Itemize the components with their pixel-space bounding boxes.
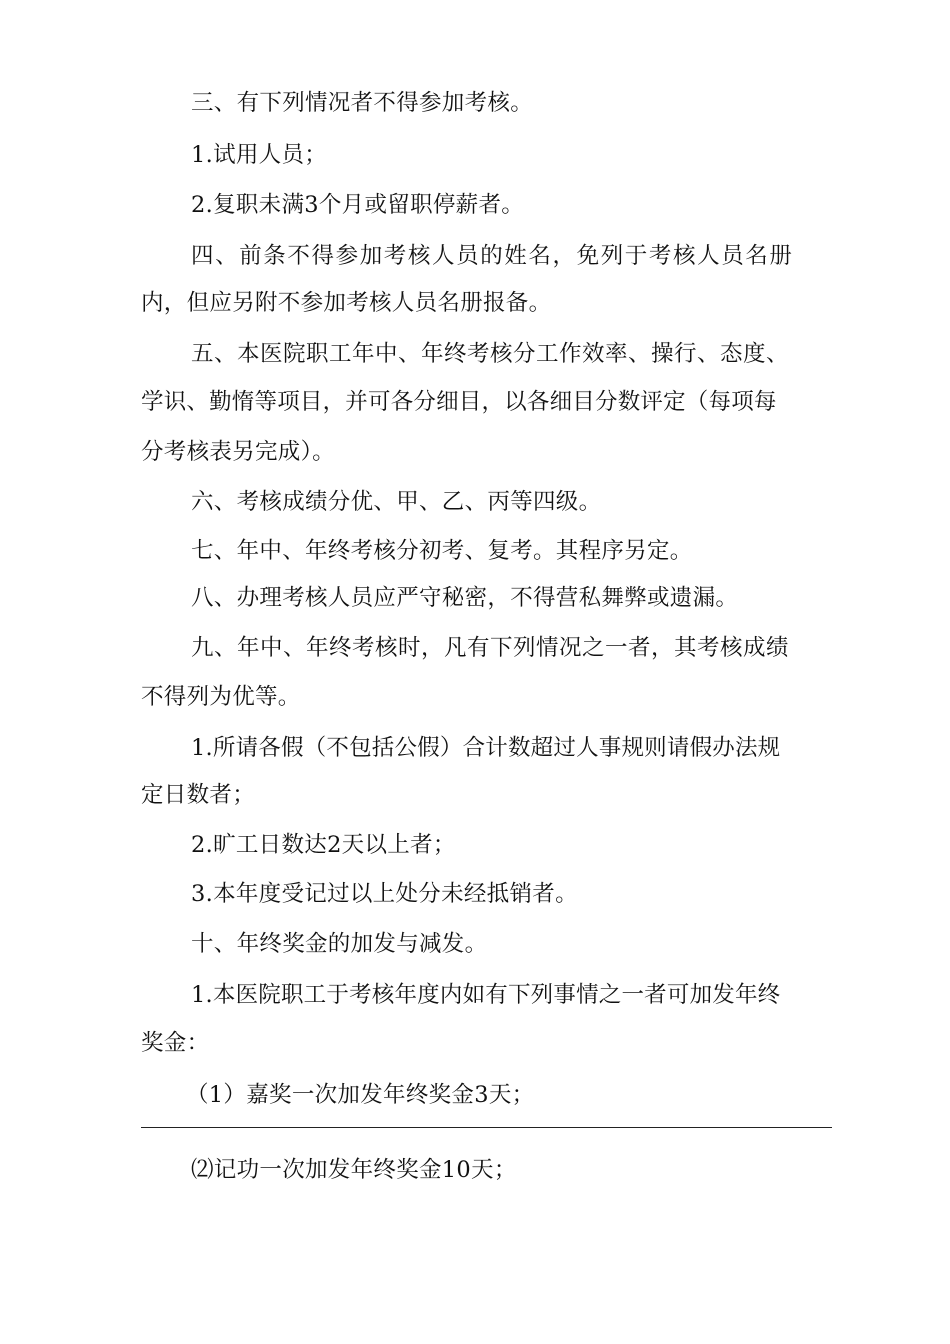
section-9-item-3: 3.本年度受记过以上处分未经抵销者。 [191, 881, 578, 907]
section-9-item-1-line-1: 1.所请各假（不包括公假）合计数超过人事规则请假办法规 [191, 735, 781, 761]
section-6: 六、考核成绩分优、甲、乙、丙等四级。 [191, 489, 602, 515]
section-9-item-2: 2.旷工日数达2天以上者； [191, 832, 456, 858]
section-5-line-1: 五、本医院职工年中、年终考核分工作效率、操行、态度、 [191, 341, 790, 367]
section-10-item-1-line-1: 1.本医院职工于考核年度内如有下列事情之一者可加发年终 [191, 982, 781, 1008]
section-5-line-2: 学识、勤惰等项目，并可各分细目，以各细目分数评定（每项每 [141, 389, 777, 415]
section-8: 八、办理考核人员应严守秘密，不得营私舞弊或遗漏。 [191, 585, 739, 611]
section-10-item-1-line-2: 奖金： [141, 1030, 210, 1056]
section-10-subitem-1: （1）嘉奖一次加发年终奖金3天； [186, 1082, 535, 1108]
section-10-heading: 十、年终奖金的加发与减发。 [191, 931, 488, 957]
section-5-line-3: 分考核表另完成）。 [141, 439, 335, 465]
section-4-line-1: 四、前条不得参加考核人员的姓名，免列于考核人员名册 [191, 243, 794, 269]
section-3-item-2: 2.复职未满3个月或留职停薪者。 [191, 192, 525, 218]
page-divider [141, 1127, 832, 1128]
section-7: 七、年中、年终考核分初考、复考。其程序另定。 [191, 538, 693, 564]
section-3-item-1: 1.试用人员； [191, 142, 328, 168]
section-9-line-2: 不得列为优等。 [141, 684, 301, 710]
section-3-heading: 三、有下列情况者不得参加考核。 [191, 90, 534, 116]
section-9-line-1: 九、年中、年终考核时，凡有下列情况之一者，其考核成绩 [191, 635, 790, 661]
section-10-subitem-2: ⑵记功一次加发年终奖金10天； [191, 1157, 517, 1183]
section-4-line-2: 内，但应另附不参加考核人员名册报备。 [141, 290, 552, 316]
section-9-item-1-line-2: 定日数者； [141, 782, 256, 808]
